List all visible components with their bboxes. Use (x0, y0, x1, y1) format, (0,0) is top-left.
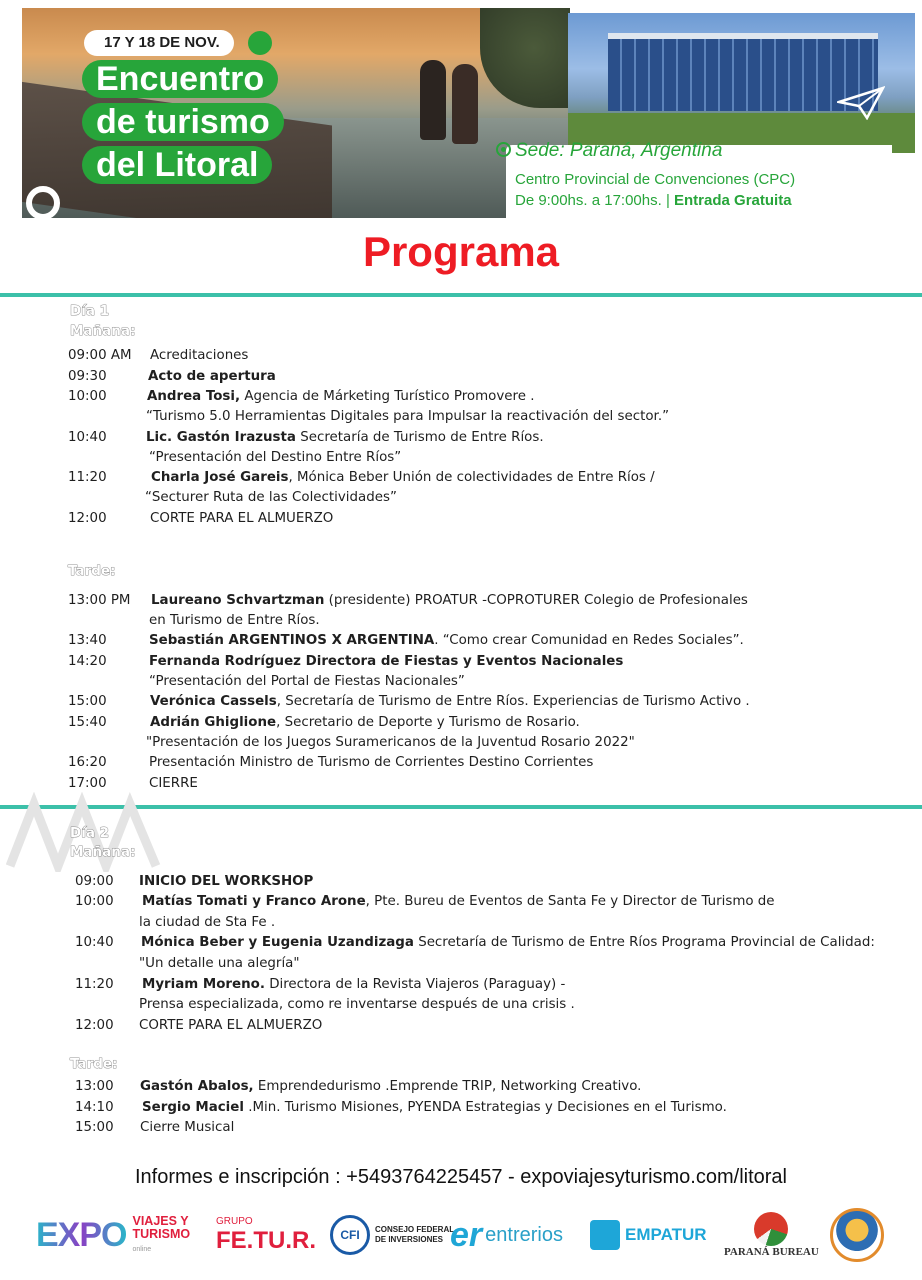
schedule-time: 10:40 (68, 430, 107, 445)
schedule-time: 12:00 (68, 511, 107, 526)
venue-location-text: Sede: Paraná, Argentina (515, 140, 723, 161)
day2-morning-label: Mañana: (70, 844, 136, 860)
event-title-line-3: del Litoral (82, 146, 272, 184)
sponsor-logos (30, 1200, 900, 1270)
schedule-item: Myriam Moreno. Directora de la Revista Viajeros (Paraguay) - (142, 977, 566, 992)
expo-viajes-logo (36, 1200, 190, 1270)
schedule-item: CORTE PARA EL ALMUERZO (139, 1018, 323, 1033)
divider-top (0, 293, 922, 297)
program-title: Programa (362, 228, 560, 275)
schedule-item: Fernanda Rodríguez Directora de Fiestas y Eventos Nacionales (149, 654, 624, 669)
ring-icon (26, 186, 60, 220)
green-dot-icon (248, 31, 272, 55)
location-pin-icon (496, 142, 511, 157)
fetur-logo: GRUPO FE.TU.R. (216, 1215, 316, 1254)
day2-label: Día 2 (70, 825, 110, 841)
schedule-item-detail: Prensa especializada, como re inventarse después de una crisis . (139, 997, 575, 1012)
schedule-time: 09:00 AM (68, 348, 132, 363)
schedule-time: 15:00 (68, 694, 107, 709)
schedule-item: Charla José Gareis, Mónica Beber Unión de colectividades de Entre Ríos / (151, 470, 655, 485)
schedule-time: 14:10 (75, 1100, 114, 1115)
entrerios-logo: er entrerios (450, 1215, 563, 1254)
convention-center-photo (568, 13, 915, 153)
schedule-item-detail: la ciudad de Sta Fe . (139, 915, 276, 930)
schedule-item: Andrea Tosi, Agencia de Márketing Turístico Promovere . (147, 389, 535, 404)
schedule-item-detail: en Turismo de Entre Ríos. (149, 613, 320, 628)
expo-wordmark: EXPO (36, 1215, 127, 1254)
schedule-time: 13:40 (68, 633, 107, 648)
schedule-item: Lic. Gastón Irazusta Secretaría de Turismo de Entre Ríos. (146, 430, 544, 445)
schedule-time: 09:30 (68, 369, 107, 384)
schedule-time: 11:20 (68, 470, 107, 485)
schedule-item: Sergio Maciel .Min. Turismo Misiones, PYENDA Estrategias y Decisiones en el Turismo. (142, 1100, 727, 1115)
empatur-logo: EMPATUR (590, 1200, 707, 1270)
expo-subtitle: VIAJES Y TURISMO online (132, 1213, 191, 1253)
parana-city-logo (830, 1200, 884, 1270)
schedule-item: Matías Tomati y Franco Arone, Pte. Bureu de Eventos de Santa Fe y Director de Turismo de (142, 894, 775, 909)
event-title-line-2: de turismo (82, 103, 284, 141)
schedule-item: Verónica Cassels, Secretaría de Turismo de Entre Ríos. Experiencias de Turismo Activo . (150, 694, 750, 709)
schedule-item: Cierre Musical (140, 1120, 235, 1135)
schedule-time: 12:00 (75, 1018, 114, 1033)
schedule-time: 14:20 (68, 654, 107, 669)
cfi-logo: CFI CONSEJO FEDERAL DE INVERSIONES (330, 1200, 454, 1270)
schedule-item: Gastón Abalos, Emprendedurismo .Emprende TRIP, Networking Creativo. (140, 1079, 642, 1094)
schedule-item: Mónica Beber y Eugenia Uzandizaga Secretaría de Turismo de Entre Ríos Programa Provincial de Calidad: (141, 935, 875, 950)
schedule-item: INICIO DEL WORKSHOP (139, 874, 314, 889)
schedule-time: 15:40 (68, 715, 107, 730)
venue-hours-text: De 9:00hs. a 17:00hs. | (515, 192, 670, 209)
cfi-emblem: CFI (330, 1215, 370, 1255)
schedule-item-detail: “Presentación del Portal de Fiestas Nacionales” (149, 674, 465, 689)
venue-hours (515, 192, 792, 209)
venue-place: Centro Provincial de Convenciones (CPC) (515, 171, 796, 188)
schedule-time: 13:00 PM (68, 593, 131, 608)
schedule-time: 17:00 (68, 776, 107, 791)
day1-morning-label: Mañana: (70, 323, 136, 339)
schedule-item: Acto de apertura (148, 369, 276, 384)
schedule-item-detail: “Secturer Ruta de las Colectividades” (145, 490, 397, 505)
schedule-item: Acreditaciones (150, 348, 249, 363)
schedule-item-detail: “Turismo 5.0 Herramientas Digitales para Impulsar la reactivación del sector.” (146, 409, 670, 424)
schedule-time: 11:20 (75, 977, 114, 992)
day1-label: Día 1 (70, 303, 110, 319)
venue-location (496, 140, 722, 162)
schedule-item-detail: “Presentación del Destino Entre Ríos” (149, 450, 402, 465)
empatur-emblem (590, 1220, 620, 1250)
parana-emblem (830, 1208, 884, 1262)
day1-afternoon-label: Tarde: (68, 563, 116, 579)
schedule-item: Laureano Schvartzman (presidente) PROATUR -COPROTURER Colegio de Profesionales (151, 593, 748, 608)
schedule-item: Presentación Ministro de Turismo de Corrientes Destino Corrientes (149, 755, 594, 770)
day2-afternoon-label: Tarde: (70, 1056, 118, 1072)
free-entry: Entrada Gratuita (674, 192, 792, 209)
event-date: 17 Y 18 DE NOV. (84, 30, 234, 56)
schedule-time: 10:40 (75, 935, 114, 950)
schedule-time: 16:20 (68, 755, 107, 770)
paper-plane-icon (837, 86, 885, 120)
schedule-item: CORTE PARA EL ALMUERZO (150, 511, 334, 526)
schedule-time: 13:00 (75, 1079, 114, 1094)
header-banner (22, 8, 915, 220)
contact-info: Informes e inscripción : +5493764225457 - expoviajesyturismo.com/litoral (134, 1166, 787, 1188)
schedule-item-detail: "Un detalle una alegría" (139, 956, 300, 971)
parana-bureau-emblem (754, 1212, 788, 1246)
schedule-time: 10:00 (75, 894, 114, 909)
schedule-item-detail: "Presentación de los Juegos Suramericanos de la Juventud Rosario 2022" (146, 735, 635, 750)
schedule-item: Adrián Ghiglione, Secretario de Deporte y Turismo de Rosario. (150, 715, 580, 730)
schedule-time: 15:00 (75, 1120, 114, 1135)
event-title-line-1: Encuentro (82, 60, 278, 98)
schedule-time: 09:00 (75, 874, 114, 889)
parana-bureau-logo: PARANÁ BUREAU (724, 1200, 819, 1270)
schedule-item: CIERRE (149, 776, 198, 791)
schedule-item: Sebastián ARGENTINOS X ARGENTINA. “Como crear Comunidad en Redes Sociales”. (149, 633, 744, 648)
schedule-time: 10:00 (68, 389, 107, 404)
